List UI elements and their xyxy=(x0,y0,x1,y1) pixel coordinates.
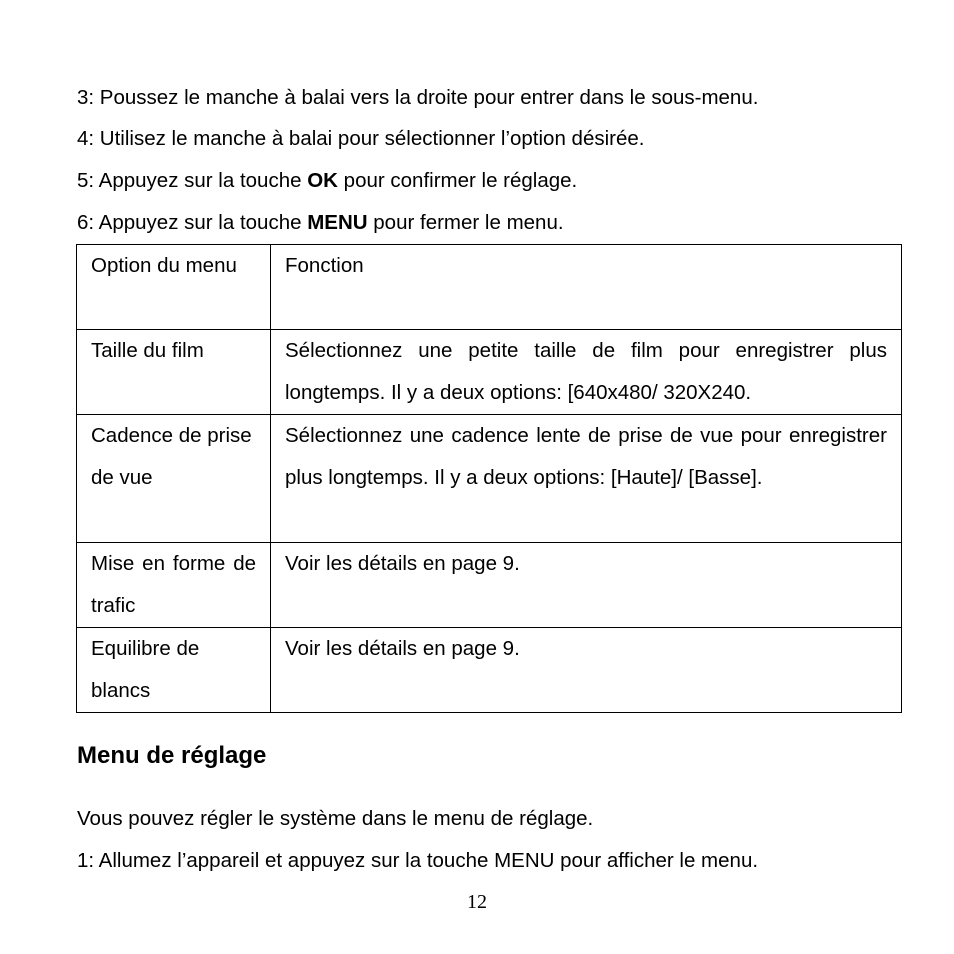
row-option: Cadence de prise de vue xyxy=(77,415,271,543)
step-5-text-before: 5: Appuyez sur la touche xyxy=(77,169,308,192)
step-4 xyxy=(77,118,644,160)
row-function: Sélectionnez une cadence lente de prise de vue pour enregistrer plus longtemps. Il y a deux options: [Haute]/ [Basse]. xyxy=(271,415,902,543)
row-function: Voir les détails en page 9. xyxy=(271,628,902,713)
table-row xyxy=(77,543,902,628)
menu-options-table xyxy=(76,244,902,713)
table-header-row xyxy=(77,245,902,330)
step-6-text-before: 6: Appuyez sur la touche xyxy=(77,211,308,234)
step-3-text: 3: Poussez le manche à balai vers la droite pour entrer dans le sous-menu. xyxy=(77,86,759,109)
row-function: Voir les détails en page 9. xyxy=(271,543,902,628)
row-option: Taille du film xyxy=(77,330,271,415)
row-function: Sélectionnez une petite taille de film pour enregistrer plus longtemps. Il y a deux options: [640x480/ 320X240. xyxy=(271,330,902,415)
step-5-text-after: pour confirmer le réglage. xyxy=(337,169,578,192)
section-step-1: 1: Allumez l’appareil et appuyez sur la touche MENU pour afficher le menu. xyxy=(77,849,759,872)
step-4-text: 4: Utilisez le manche à balai pour sélectionner l’option désirée. xyxy=(77,127,645,150)
step-6 xyxy=(77,202,564,244)
step-6-text-after: pour fermer le menu. xyxy=(367,211,564,234)
header-function: Fonction xyxy=(271,245,902,330)
step-3 xyxy=(77,77,758,119)
section-heading: Menu de réglage xyxy=(77,742,267,769)
table-row xyxy=(77,330,902,415)
step-5 xyxy=(77,160,577,202)
table-row xyxy=(77,628,902,713)
row-option: Equilibre de blancs xyxy=(77,628,271,713)
table-row xyxy=(77,415,902,543)
header-option: Option du menu xyxy=(77,245,271,330)
ok-key-label: OK xyxy=(307,169,338,192)
row-option: Mise en forme de trafic xyxy=(77,543,271,628)
menu-key-label: MENU xyxy=(307,211,368,234)
page-number: 12 xyxy=(467,891,487,913)
section-intro: Vous pouvez régler le système dans le menu de réglage. xyxy=(77,807,594,830)
